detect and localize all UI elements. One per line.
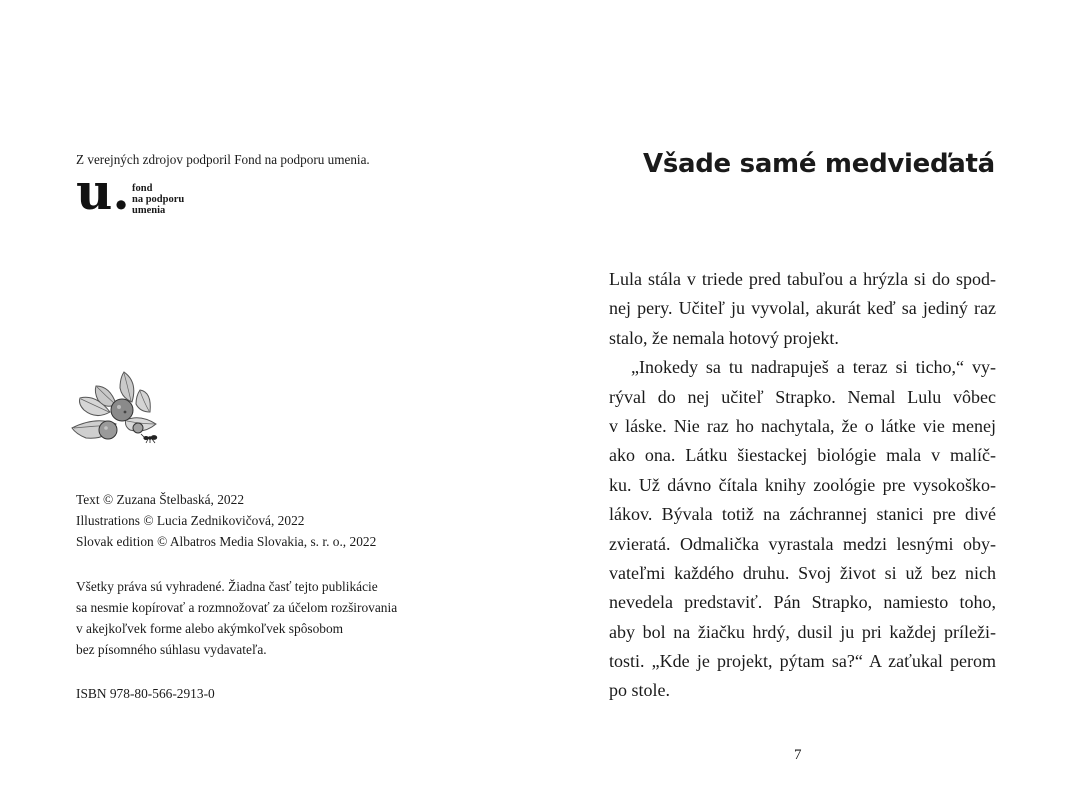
leaves-and-berries-with-ant-illustration bbox=[66, 368, 170, 452]
ant-icon bbox=[141, 434, 157, 443]
text-line: ku. Už dávno čítala knihy zoológie pre vysokoško- bbox=[609, 474, 996, 495]
text-line: nevedela predstaviť. Pán Strapko, namiesto toho, bbox=[609, 592, 996, 613]
fund-logo-line: fond bbox=[132, 183, 153, 194]
fund-logo-line: na podporu bbox=[132, 194, 185, 205]
rights-notice bbox=[76, 576, 397, 660]
chapter-body-text bbox=[609, 265, 996, 706]
text-line: lákov. Bývala totiž na záchrannej stanici pre divé bbox=[609, 504, 996, 525]
rights-line: Všetky práva sú vyhradené. Žiadna časť tejto publikácie bbox=[76, 579, 378, 594]
text-line: tosti. „Kde je projekt, pýtam sa?“ A zaťukal perom bbox=[609, 651, 996, 672]
copyright-credits bbox=[76, 489, 376, 552]
text-line: po stole. bbox=[609, 680, 670, 701]
fund-logo bbox=[76, 162, 216, 224]
text-line: rýval do nej učiteľ Strapko. Nemal Lulu vôbec bbox=[609, 386, 996, 407]
text-line: Lula stála v triede pred tabuľou a hrýzla si do spod- bbox=[609, 269, 996, 289]
sponsor-line: Z verejných zdrojov podporil Fond na podporu umenia. bbox=[76, 152, 370, 167]
text-line: vateľmi každého druhu. Svoj život si už bez nich bbox=[609, 562, 996, 583]
credit-line: Slovak edition © Albatros Media Slovakia, s. r. o., 2022 bbox=[76, 534, 377, 549]
right-page bbox=[533, 0, 1067, 800]
rights-line: bez písomného súhlasu vydavateľa. bbox=[76, 642, 267, 657]
rights-line: sa nesmie kopírovať a rozmnožovať za účelom rozširovania bbox=[76, 600, 398, 615]
text-line: v láske. Nie raz ho nachytala, že o látke vie menej bbox=[609, 415, 996, 436]
chapter-title: Všade samé medvieďatá bbox=[643, 149, 995, 179]
credit-line: Illustrations © Lucia Zednikovičová, 2022 bbox=[76, 513, 305, 528]
text-line: nej pery. Učiteľ ju vyvolal, akurát keď sa jediný raz bbox=[609, 298, 996, 319]
text-line: „Inokedy sa tu nadrapuješ a teraz si ticho,“ vy- bbox=[631, 357, 996, 378]
fund-logo-letter: u. bbox=[76, 162, 130, 221]
fund-logo-text bbox=[132, 183, 184, 216]
text-line: zvieratá. Odmalička vyrastala medzi lesnými oby- bbox=[609, 533, 996, 554]
page-number: 7 bbox=[794, 747, 802, 763]
text-line: aby bol na žiačku hrdý, dusil ju pri každej príleži- bbox=[609, 621, 996, 642]
isbn: ISBN 978-80-566-2913-0 bbox=[76, 686, 215, 701]
left-page bbox=[0, 0, 533, 800]
rights-line: v akejkoľvek forme alebo akýmkoľvek spôsobom bbox=[76, 621, 344, 636]
credit-line: Text © Zuzana Štelbaská, 2022 bbox=[76, 492, 245, 507]
text-line: ako ona. Látku šiestackej biológie mala v malíč- bbox=[609, 445, 996, 466]
fund-logo-line: umenia bbox=[132, 205, 166, 216]
text-line: stalo, že nemala hotový projekt. bbox=[609, 327, 839, 348]
